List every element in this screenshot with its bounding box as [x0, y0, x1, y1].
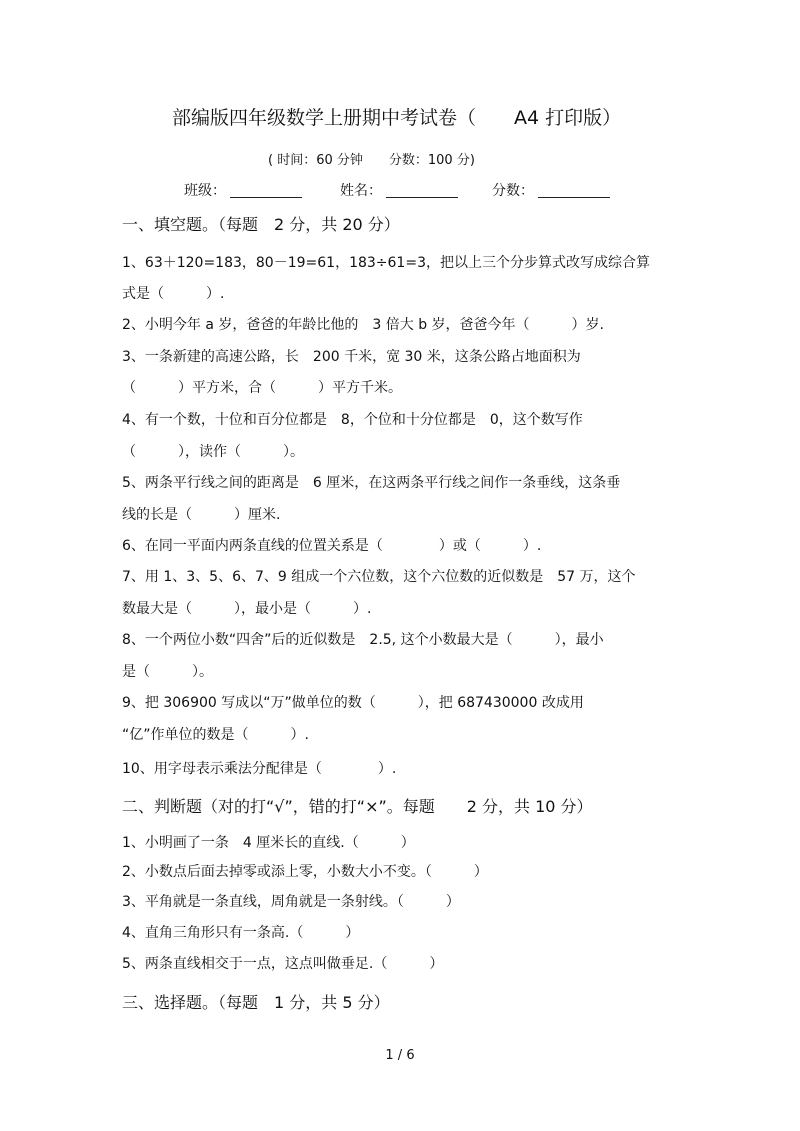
question-line: 8、一个两位小数“四舍”后的近似数是 2.5, 这个小数最大是（ ），最小: [122, 632, 604, 648]
question-line: 2、小明今年 a 岁，爸爸的年龄比他的 3 倍大 b 岁，爸爸今年（ ）岁.: [122, 317, 604, 333]
question-line: 3、一条新建的高速公路，长 200 千米，宽 30 米，这条公路占地面积为: [122, 349, 581, 365]
score-blank: [538, 182, 610, 198]
judgment-line: 5、两条直线相交于一点，这点叫做垂足.（ ）: [122, 956, 444, 972]
question-line: 9、把 306900 写成以“万”做单位的数（ ），把 687430000 改成用: [122, 695, 584, 711]
question-line: （ ）平方米，合（ ）平方千米。: [122, 380, 402, 396]
name-field: [340, 180, 458, 200]
name-label: 姓名：: [340, 183, 382, 199]
class-field: [184, 180, 302, 200]
question-line: 是（ ）。: [122, 664, 213, 680]
question-line: 5、两条平行线之间的距离是 6 厘米，在这两条平行线之间作一条垂线，这条垂: [122, 475, 621, 491]
question-line: 4、有一个数，十位和百分位都是 8，个位和十分位都是 0，这个数写作: [122, 412, 583, 428]
question-line: “亿”作单位的数是（ ）.: [122, 727, 309, 743]
judgment-line: 4、直角三角形只有一条高.（ ）: [122, 925, 360, 941]
question-line: 1、63＋120=183，80－19=61，183÷61=3，把以上三个分步算式改写成综合算: [122, 255, 650, 271]
exam-subtitle: ( 时间：60 分钟 分数：100 分): [268, 153, 475, 168]
question-line: 6、在同一平面内两条直线的位置关系是（ ）或（ ）.: [122, 538, 542, 554]
exam-title: 部编版四年级数学上册期中考试卷（ A4 打印版）: [172, 107, 622, 129]
question-line: 式是（ ）.: [122, 286, 225, 302]
class-label: 班级：: [184, 183, 226, 199]
name-blank: [386, 182, 458, 198]
page-number: 1 / 6: [385, 1048, 415, 1063]
class-blank: [230, 182, 302, 198]
score-label: 分数：: [492, 183, 534, 199]
question-line: 7、用 1、3、5、6、7、9 组成一个六位数，这个六位数的近似数是 57 万，这个: [122, 569, 636, 585]
section-2-heading: 二、判断题（对的打“√”，错的打“×”。每题 2 分，共 10 分）: [122, 797, 593, 816]
judgment-line: 3、平角就是一条直线，周角就是一条射线。（ ）: [122, 894, 460, 910]
section-1-heading: 一、填空题。（每题 2 分，共 20 分）: [122, 215, 400, 234]
question-line: （ ），读作（ ）。: [122, 444, 304, 460]
judgment-line: 2、小数点后面去掉零或添上零，小数大小不变。（ ）: [122, 864, 488, 880]
judgment-line: 1、小明画了一条 4 厘米长的直线.（ ）: [122, 835, 415, 851]
section-3-heading: 三、选择题。（每题 1 分，共 5 分）: [122, 993, 390, 1012]
question-line: 10、用字母表示乘法分配律是（ ）.: [122, 761, 397, 777]
score-field: [492, 180, 610, 200]
question-line: 数最大是（ ），最小是（ ）.: [122, 601, 372, 617]
question-line: 线的长是（ ）厘米.: [122, 507, 281, 523]
